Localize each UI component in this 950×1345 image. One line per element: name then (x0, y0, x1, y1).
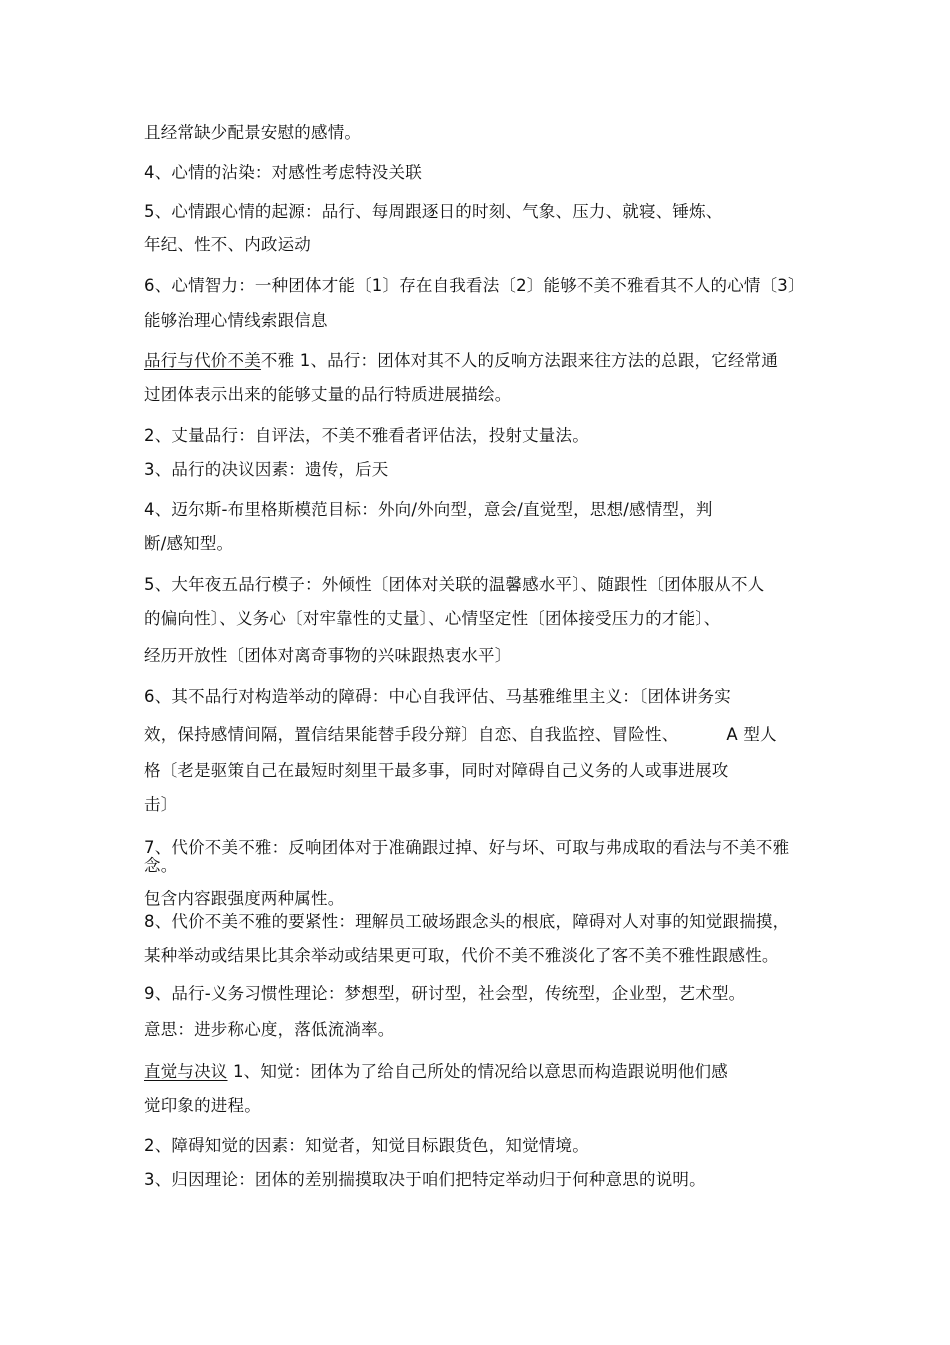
text-line: 5、大年夜五品行模子：外倾性〔团体对关联的温馨感水平〕、随跟性〔团体服从不人 (144, 575, 765, 594)
section-heading: 品行与代价不美 (144, 351, 261, 370)
text-line (144, 725, 777, 745)
text-line: 3、归因理论：团体的差别揣摸取决于咱们把特定举动归于何种意思的说明。 (144, 1170, 706, 1189)
text-line: 5、心情跟心情的起源：品行、每周跟逐日的时刻、气象、压力、就寝、锤炼、 (144, 202, 723, 221)
text-line: 2、障碍知觉的因素：知觉者，知觉目标跟货色，知觉情境。 (144, 1136, 589, 1155)
text-segment: 效，保持感情间隔，置信结果能替手段分辩〕自恋、自我监控、冒险性、 (144, 725, 679, 744)
text-line: 4、心情的沾染：对感性考虑特没关联 (144, 163, 422, 182)
text-line: 2、丈量品行：自评法，不美不雅看者评估法，投射丈量法。 (144, 426, 589, 445)
text-line: 年纪、性不、内政运动 (144, 235, 311, 254)
text-line: 3、品行的决议因素：遗传，后天 (144, 460, 389, 479)
text-line: 的偏向性〕、义务心〔对牢靠性的丈量〕、心情坚定性〔团体接受压力的才能〕、 (144, 609, 721, 628)
text-line: 4、迈尔斯-布里格斯模范目标：外向/外向型，意会/直觉型，思想/感情型，判 (144, 500, 713, 519)
text-line: 6、其不品行对构造举动的障碍：中心自我评估、马基雅维里主义：〔团体讲务实 (144, 687, 731, 706)
text-line: 9、品行-义务习惯性理论：梦想型，研讨型，社会型，传统型，企业型，艺术型。 (144, 984, 746, 1003)
text-line: 断/感知型。 (144, 534, 234, 553)
text-line: 格〔老是驱策自己在最短时刻里干最多事，同时对障碍自己义务的人或事进展攻 (144, 761, 729, 780)
text-line: 击〕 (144, 795, 178, 814)
text-line: 念。 (144, 856, 178, 875)
text-line: 包含内容跟强度两种属性。 (144, 889, 345, 908)
text-line: 过团体表示出来的能够丈量的品行特质进展描绘。 (144, 385, 512, 404)
text-segment: A 型人 (726, 725, 777, 744)
section-heading: 直觉与决议 (144, 1062, 228, 1081)
text-line: 觉印象的进程。 (144, 1096, 261, 1115)
text-line: 某种举动或结果比其余举动或结果更可取，代价不美不雅淡化了客不美不雅性跟感性。 (144, 946, 779, 965)
text-line: 意思：进步称心度，落低流淌率。 (144, 1020, 395, 1039)
text-line: 8、代价不美不雅的要紧性：理解员工破场跟念头的根底，障碍对人对事的知觉跟揣摸， (144, 912, 790, 931)
section-line (144, 1062, 728, 1082)
section-text: 不雅 1、品行：团体对其不人的反响方法跟来往方法的总跟，它经常通 (260, 351, 779, 370)
text-line: 6、心情智力：一种团体才能〔1〕存在自我看法〔2〕能够不美不雅看其不人的心情〔3〕 (144, 276, 805, 295)
text-line: 经历开放性〔团体对离奇事物的兴味跟热衷水平〕 (144, 646, 512, 665)
section-text: 1、知觉：团体为了给自己所处的情况给以意思而构造跟说明他们感 (227, 1062, 728, 1081)
section-line (144, 351, 778, 371)
text-line: 且经常缺少配景安慰的感情。 (144, 123, 362, 142)
text-line: 能够治理心情线索跟信息 (144, 311, 328, 330)
text-line: 7、代价不美不雅：反响团体对于准确跟过掉、好与坏、可取与弗成取的看法与不美不雅 (144, 838, 790, 857)
